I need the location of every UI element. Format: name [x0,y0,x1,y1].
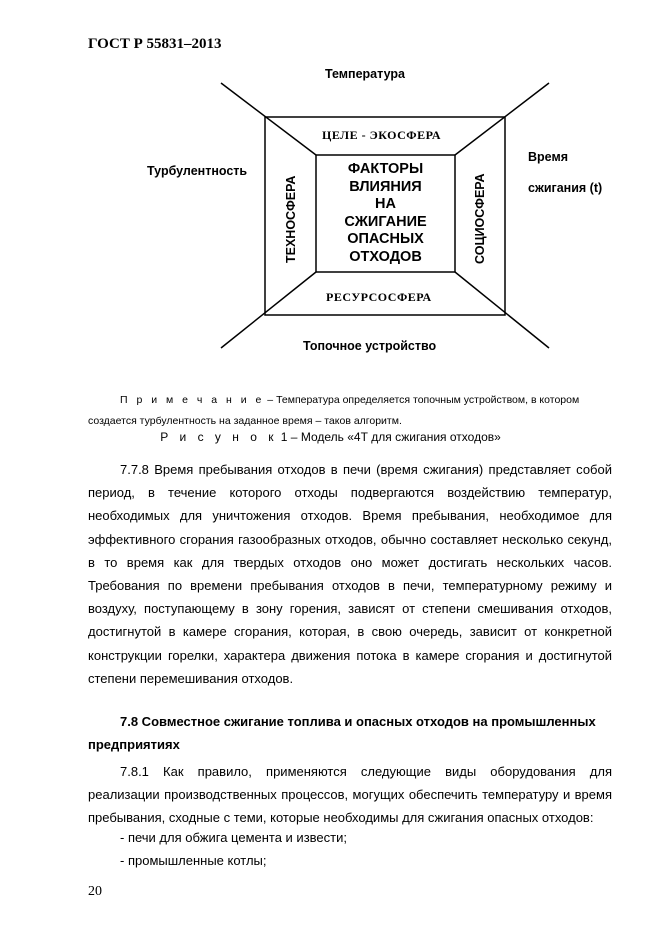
center-factors-text: ФАКТОРЫ ВЛИЯНИЯ НА СЖИГАНИЕ ОПАСНЫХ ОТХОДОВ [344,161,427,265]
section-heading-7-8: 7.8 Совместное сжигание топлива и опасных отходов на промышленных предприятиях [88,714,596,753]
label-socio-sphere: СОЦИОСФЕРА [473,173,487,264]
page-number: 20 [88,884,102,899]
label-time-line1: Время [528,150,568,164]
label-turbulence: Турбулентность [147,164,248,178]
paragraph-7-8-1: 7.8.1 Как правило, применяются следующие виды оборудования для реализации производственных процессов, могущих обеспечить температуру и время пребывания, сходные с теми, которые необходимы для сжигания опасных отходов: [88,764,612,826]
figure-caption [0,430,661,444]
figure-note [88,390,612,432]
list-item: - промышленные котлы; [120,853,267,868]
label-temperature: Температура [325,67,405,81]
label-resource-sphere: РЕСУРСОСФЕРА [326,290,432,304]
note-text: – Температура определяется топочным устройством, в котором создается турбулентность на заданное время – таков алгоритм. [88,394,580,427]
diagonal-top-right [455,83,549,155]
caption-prefix: Р и с у н о к [160,430,278,444]
diagonal-top-left [221,83,316,155]
document-header: ГОСТ Р 55831–2013 [88,36,222,52]
label-techno-sphere: ТЕХНОСФЕРА [284,175,298,263]
list-item: - печи для обжига цемента и извести; [120,830,347,845]
center-factors-block [316,155,455,272]
diagonal-bottom-right [455,272,549,348]
label-furnace: Топочное устройство [303,339,437,353]
label-eco-sphere: ЦЕЛЕ - ЭКОСФЕРА [322,128,442,142]
label-time-line2: сжигания (t) [528,181,603,195]
caption-text: 1 – Модель «4Т для сжигания отходов» [277,430,501,444]
paragraph-7-7-8: 7.7.8 Время пребывания отходов в печи (время сжигания) представляет собой период, в течение которого отходы подвергаются воздействию температур, необходимых для уничтожения отходов. Время пребывания, необходимое для эффективного сгорания газообразных отходов, обычно составляет несколько секунд, в то время как для твердых отходов оно может достигать нескольких часов. Требования по времени пребывания отходов в печи, температурному режиму и воздуху, поступающему в зону горения, зависят от степени смешивания отходов, достигнутой в камере сгорания, которая, в свою очередь, зависит от конкретной конструкции горелки, характера движения потока в камере сгорания и достигнутой степени перемешивания отходов. [88,462,612,686]
note-prefix: П р и м е ч а н и е [120,394,265,406]
diagonal-bottom-left [221,272,316,348]
